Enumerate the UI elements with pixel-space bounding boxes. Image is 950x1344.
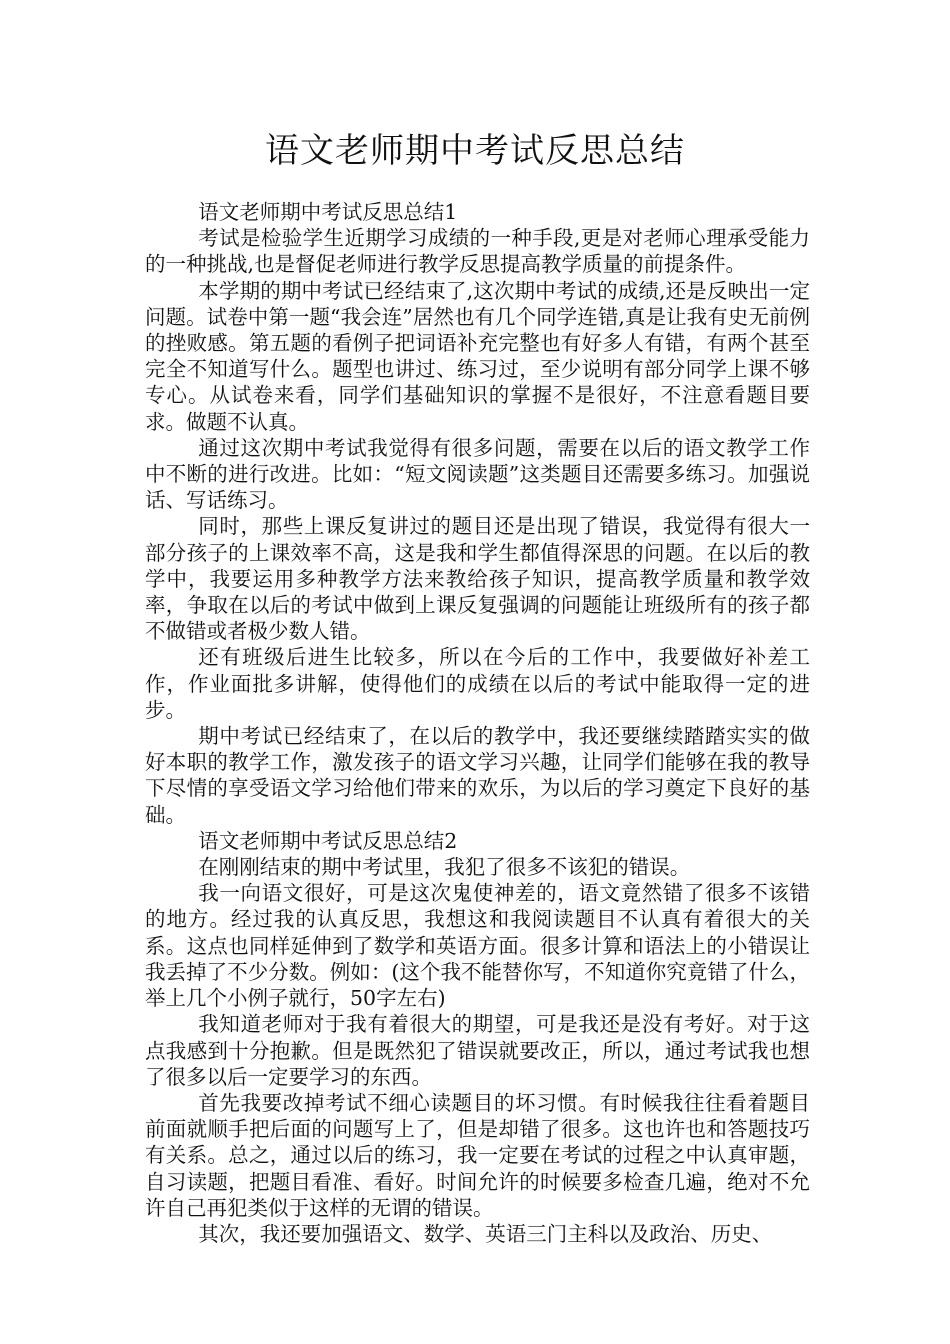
body-paragraph: 考试是检验学生近期学习成绩的一种手段,更是对老师心理承受能力的一种挑战,也是督促老师进行教学反思提高教学质量的前提条件。 <box>145 226 810 277</box>
section-heading-1: 语文老师期中考试反思总结1 <box>198 200 458 224</box>
body-paragraph: 其次，我还要加强语文、数学、英语三门主科以及政治、历史、 <box>198 1221 773 1246</box>
body-paragraph: 我一向语文很好，可是这次鬼使神差的，语文竟然错了很多不该错的地方。经过我的认真反思，我想这和我阅读题目不认真有着很大的关系。这点也同样延伸到了数学和英语方面。很多计算和语法上的小错误让我丢掉了不少分数。例如：(这个我不能替你写，不知道你究竟错了什么，举上几个小例子就行，50字左右) <box>145 881 810 1011</box>
body-paragraph: 我知道老师对于我有着很大的期望，可是我还是没有考好。对于这点我感到十分抱歉。但是既然犯了错误就要改正，所以，通过考试我也想了很多以后一定要学习的东西。 <box>145 1012 810 1089</box>
body-paragraph: 同时，那些上课反复讲过的题目还是出现了错误，我觉得有很大一部分孩子的上课效率不高，这是我和学生都值得深思的问题。在以后的教学中，我要运用多种教学方法来教给孩子知识，提高教学质量和教学效率，争取在以后的考试中做到上课反复强调的问题能让班级所有的孩子都不做错或者极少数人错。 <box>145 514 810 644</box>
section-heading-2: 语文老师期中考试反思总结2 <box>198 828 458 853</box>
body-paragraph: 本学期的期中考试已经结束了,这次期中考试的成绩,还是反映出一定问题。试卷中第一题“我会连”居然也有几个同学连错,真是让我有史无前例的挫败感。第五题的看例子把词语补充完整也有好多人有错，有两个甚至完全不知道写什么。题型也讲过、练习过，至少说明有部分同学上课不够专心。从试卷来看，同学们基础知识的掌握不是很好，不注意看题目要求。做题不认真。 <box>145 278 810 434</box>
document-body <box>145 199 810 1247</box>
body-paragraph: 在刚刚结束的期中考试里，我犯了很多不该犯的错误。 <box>198 855 691 880</box>
body-paragraph: 首先我要改掉考试不细心读题目的坏习惯。有时候我往往看着题目前面就顺手把后面的问题写上了，但是却错了很多。这也许也和答题技巧有关系。总之，通过以后的练习，我一定要在考试的过程之中认真审题，自习读题，把题目看准、看好。时间允许的时候要多检查几遍，绝对不允许自己再犯类似于这样的无谓的错误。 <box>145 1090 810 1220</box>
document-title: 语文老师期中考试反思总结 <box>265 131 685 171</box>
body-paragraph: 期中考试已经结束了，在以后的教学中，我还要继续踏踏实实的做好本职的教学工作，激发孩子的语文学习兴趣，让同学们能够在我的教导下尽情的享受语文学习给他们带来的欢乐，为以后的学习奠定下良好的基础。 <box>145 724 810 827</box>
body-paragraph: 通过这次期中考试我觉得有很多问题，需要在以后的语文教学工作中不断的进行改进。比如：“短文阅读题”这类题目还需要多练习。加强说话、写话练习。 <box>145 435 810 513</box>
body-paragraph: 还有班级后进生比较多，所以在今后的工作中，我要做好补差工作，作业面批多讲解，使得他们的成绩在以后的考试中能取得一定的进步。 <box>145 645 810 722</box>
